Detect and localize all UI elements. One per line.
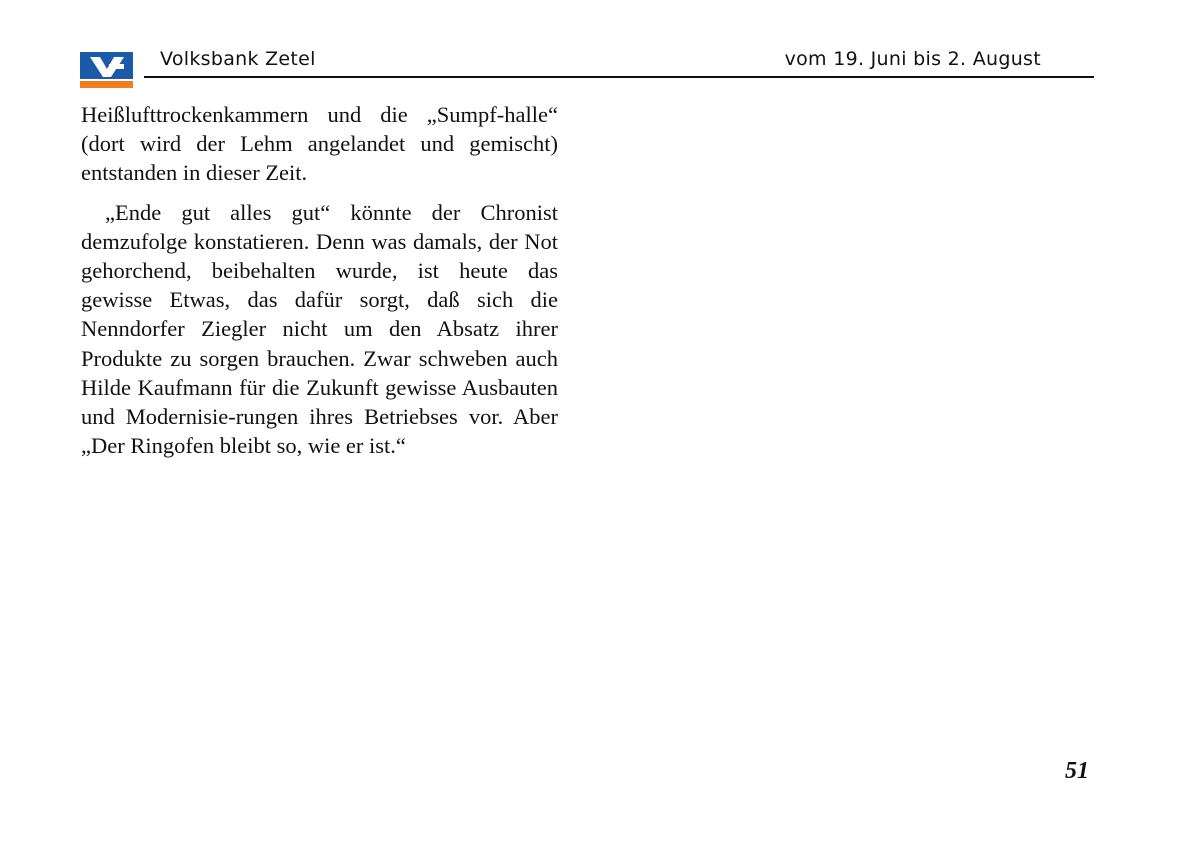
volksbank-logo-icon bbox=[80, 52, 133, 88]
page-number: 51 bbox=[1065, 758, 1089, 784]
date-range: vom 19. Juni bis 2. August bbox=[784, 48, 1041, 70]
header-divider bbox=[144, 76, 1094, 78]
article-text bbox=[81, 100, 558, 460]
page-header bbox=[80, 46, 1094, 90]
paragraph: „Ende gut alles gut“ könnte der Chronist demzufolge konstatieren. Denn was damals, der Not gehorchend, beibehalten wurde, ist heute das gewisse Etwas, das dafür sorgt, daß sich die Nenndorfer Ziegler nicht um den Absatz ihrer Produkte zu sorgen brauchen. Zwar schweben auch Hilde Kaufmann für die Zukunft gewisse Ausbauten und Modernisie-rungen ihres Betriebses vor. Aber „Der Ringofen bleibt so, wie er ist.“ bbox=[81, 199, 558, 459]
bank-name: Volksbank Zetel bbox=[160, 48, 316, 70]
paragraph: Heißlufttrockenkammern und die „Sumpf-halle“ (dort wird der Lehm angelandet und gemischt) entstanden in dieser Zeit. bbox=[81, 102, 558, 186]
